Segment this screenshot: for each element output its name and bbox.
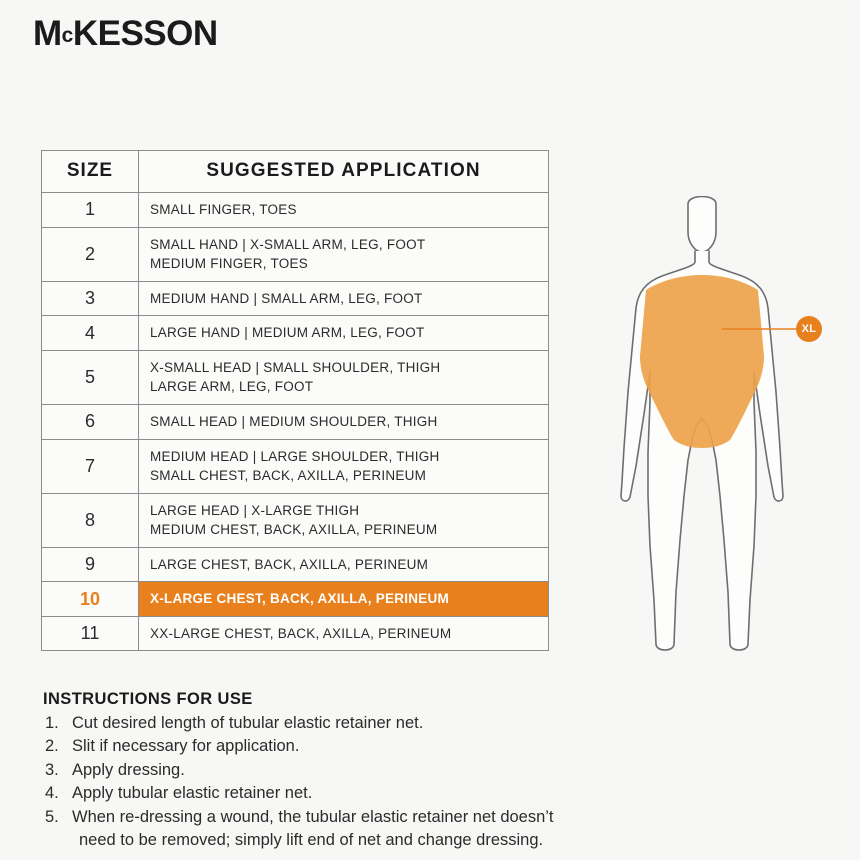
cell-size: 9 — [42, 547, 139, 582]
cell-size: 3 — [42, 281, 139, 316]
column-header-application: SUGGESTED APPLICATION — [139, 151, 549, 193]
step-text: Slit if necessary for application. — [72, 737, 300, 756]
step-number: 1. — [45, 714, 59, 732]
application-line: LARGE CHEST, BACK, AXILLA, PERINEUM — [150, 556, 429, 572]
table-row — [42, 547, 549, 582]
application-line: SMALL CHEST, BACK, AXILLA, PERINEUM — [150, 468, 427, 484]
step-number: 4. — [45, 784, 59, 803]
application-line: SMALL HEAD | MEDIUM SHOULDER, THIGH — [150, 413, 438, 429]
step-number: 3. — [45, 760, 59, 779]
table-header-row — [42, 151, 549, 193]
list-item — [43, 806, 693, 853]
brand-name-m: M — [33, 14, 62, 53]
cell-application — [139, 404, 549, 439]
instructions-block — [43, 690, 693, 853]
cell-application — [139, 616, 549, 651]
cell-application — [139, 582, 549, 617]
cell-application — [139, 227, 549, 281]
application-line: MEDIUM CHEST, BACK, AXILLA, PERINEUM — [150, 522, 438, 538]
cell-application — [139, 193, 549, 228]
table-row — [42, 493, 549, 547]
instructions-list — [43, 712, 693, 853]
body-diagram — [600, 196, 850, 666]
cell-application — [139, 350, 549, 404]
cell-size: 4 — [42, 316, 139, 351]
cell-size: 8 — [42, 493, 139, 547]
application-line: LARGE ARM, LEG, FOOT — [150, 379, 314, 395]
brand-name-rest: KESSON — [72, 14, 218, 53]
table-row — [42, 616, 549, 651]
table-body — [42, 193, 549, 651]
table-row — [42, 193, 549, 228]
step-text-continued: need to be removed; simply lift end of net and change dressing. — [79, 831, 544, 850]
table-head — [42, 151, 549, 193]
application-line: X-LARGE CHEST, BACK, AXILLA, PERINEUM — [150, 591, 450, 607]
brand-logo — [33, 16, 218, 51]
table-row — [42, 439, 549, 493]
cell-size: 6 — [42, 404, 139, 439]
cell-application — [139, 547, 549, 582]
cell-size: 11 — [42, 616, 139, 651]
step-text: Apply tubular elastic retainer net. — [72, 784, 313, 803]
cell-size: 7 — [42, 439, 139, 493]
xl-badge: XL — [796, 316, 822, 342]
head-outline — [688, 197, 716, 253]
table-row — [42, 316, 549, 351]
cell-application — [139, 316, 549, 351]
application-line: MEDIUM FINGER, TOES — [150, 256, 309, 272]
table-row — [42, 404, 549, 439]
application-line: SMALL FINGER, TOES — [150, 202, 297, 217]
application-line: LARGE HEAD | X-LARGE THIGH — [150, 502, 360, 518]
cell-application — [139, 439, 549, 493]
cell-size: 2 — [42, 227, 139, 281]
cell-size: 1 — [42, 193, 139, 228]
list-item — [43, 712, 693, 735]
table-row — [42, 350, 549, 404]
cell-size: 5 — [42, 350, 139, 404]
cell-application — [139, 281, 549, 316]
application-line: SMALL HAND | X-SMALL ARM, LEG, FOOT — [150, 236, 426, 252]
table-row-highlighted — [42, 582, 549, 617]
application-line: XX-LARGE CHEST, BACK, AXILLA, PERINEUM — [150, 625, 452, 641]
instructions-title: INSTRUCTIONS FOR USE — [43, 690, 253, 708]
list-item — [43, 735, 693, 758]
application-line: MEDIUM HAND | SMALL ARM, LEG, FOOT — [150, 290, 423, 306]
brand-name-superscript: c — [61, 24, 73, 47]
list-item — [43, 759, 693, 782]
step-text: Apply dressing. — [72, 760, 185, 779]
cell-size: 10 — [42, 582, 139, 617]
application-line: MEDIUM HEAD | LARGE SHOULDER, THIGH — [150, 448, 440, 464]
step-text: When re-dressing a wound, the tubular elastic retainer net doesn’t — [72, 807, 554, 826]
table-row — [42, 227, 549, 281]
body-figure-svg — [600, 196, 850, 666]
step-text: Cut desired length of tubular elastic retainer net. — [72, 714, 424, 732]
application-line: LARGE HAND | MEDIUM ARM, LEG, FOOT — [150, 325, 425, 341]
cell-application — [139, 493, 549, 547]
application-line: X-SMALL HEAD | SMALL SHOULDER, THIGH — [150, 359, 441, 375]
step-number: 2. — [45, 737, 59, 756]
column-header-size: SIZE — [42, 151, 139, 193]
size-chart-table — [41, 150, 549, 651]
list-item — [43, 782, 693, 805]
step-number: 5. — [45, 807, 59, 826]
table-row — [42, 281, 549, 316]
